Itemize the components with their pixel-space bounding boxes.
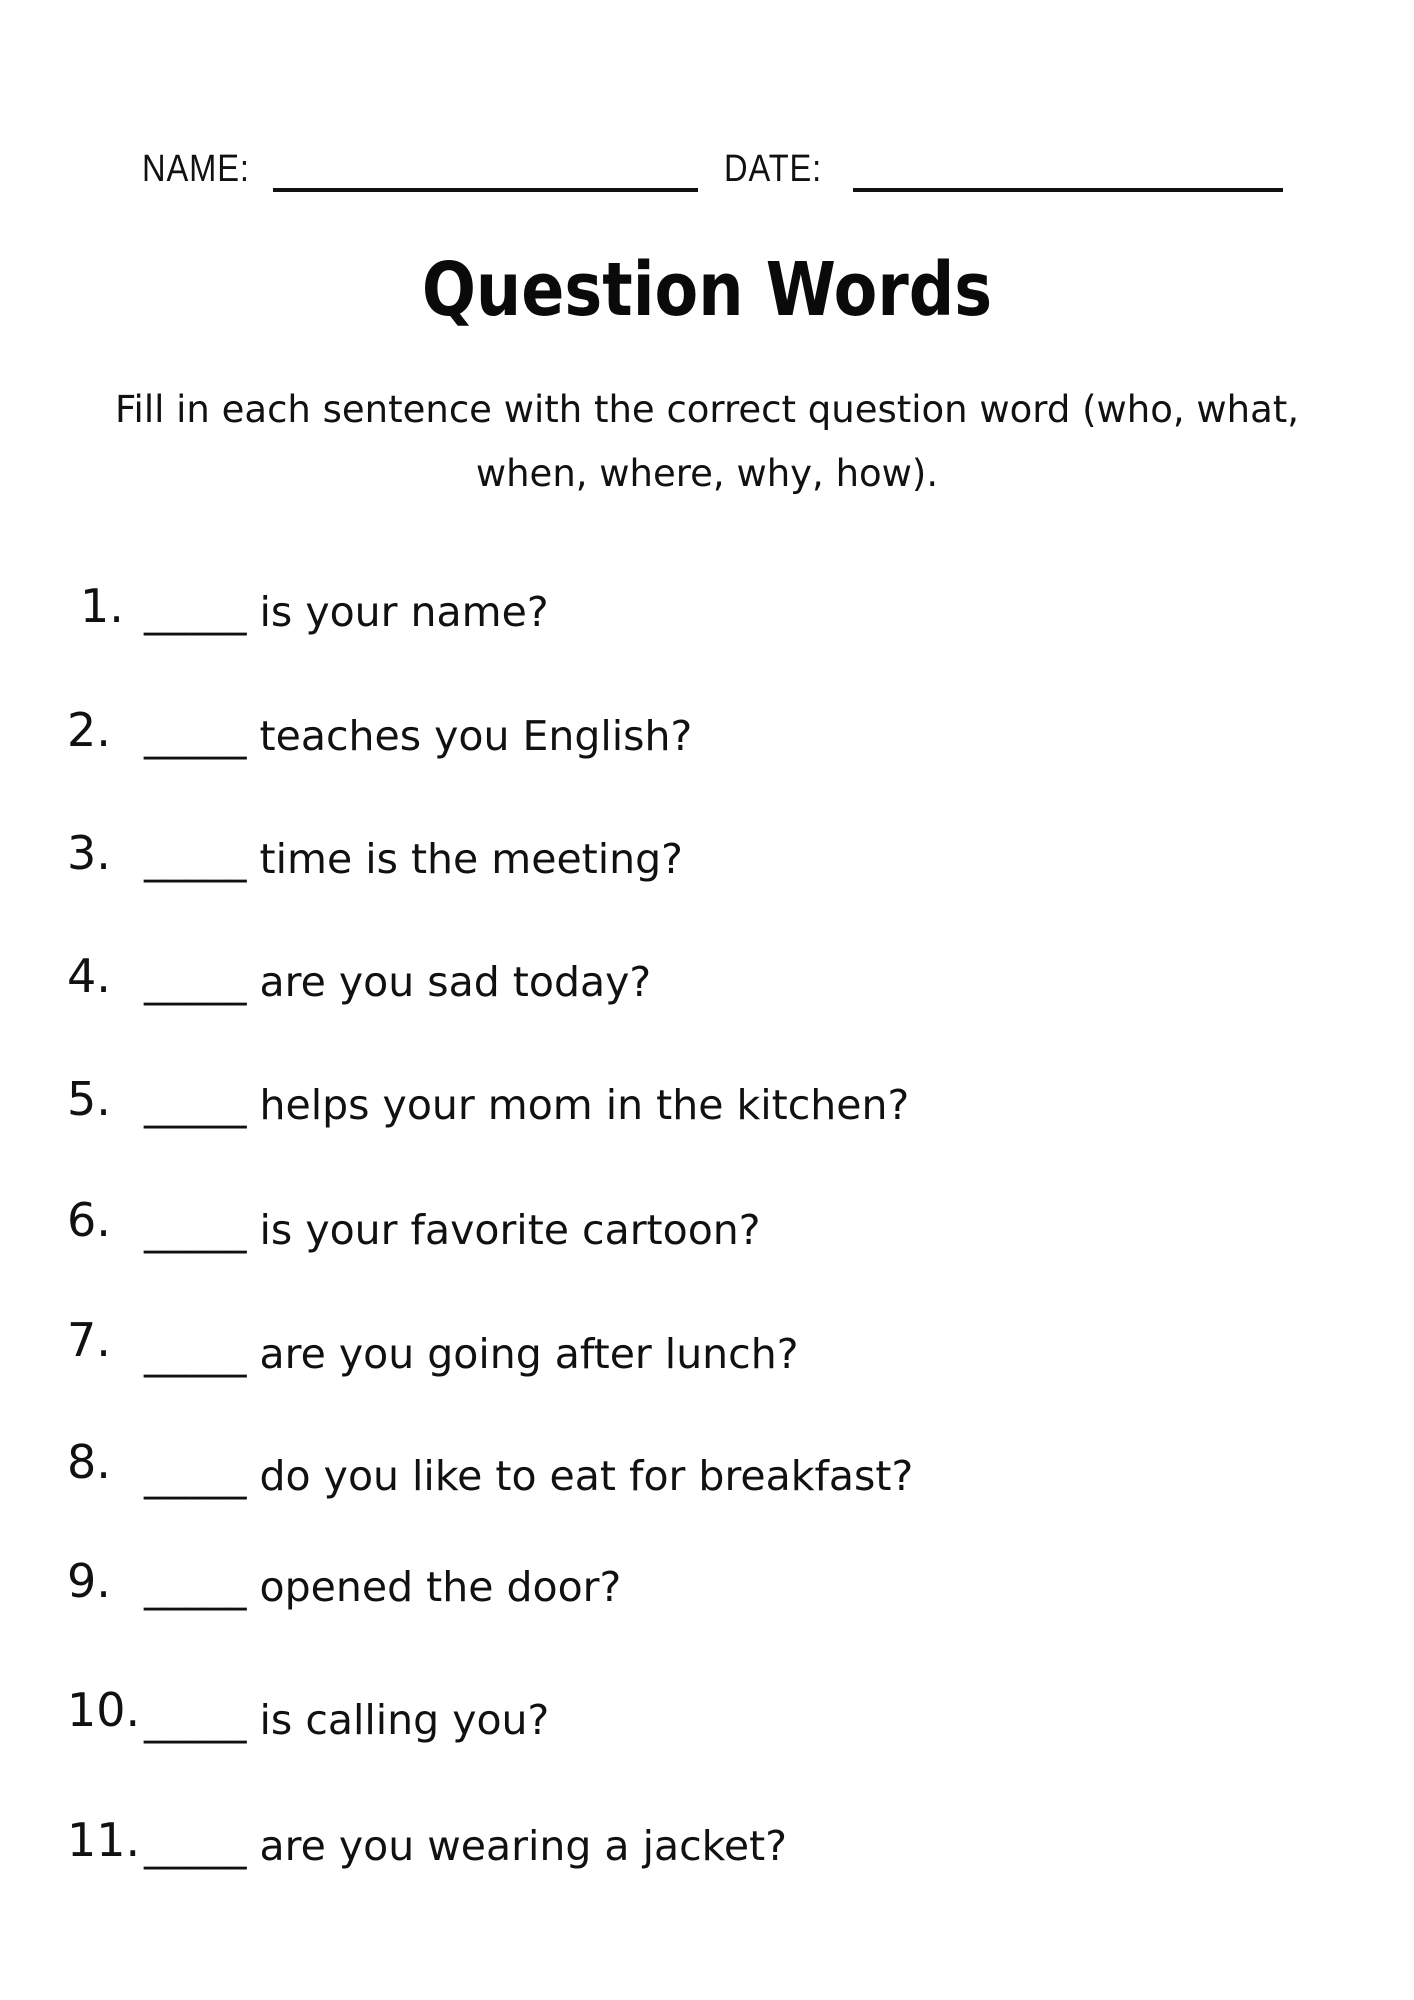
question-number: 3. [67,826,111,880]
question-item-4 [0,946,1414,1016]
page-title: Question Words [421,247,993,333]
question-number: 2. [67,703,111,757]
question-number: 5. [67,1072,111,1126]
question-text: _____ is calling you? [144,1696,550,1744]
question-text: _____ are you going after lunch? [144,1330,799,1378]
question-text: _____ opened the door? [144,1563,622,1611]
question-number: 4. [67,949,111,1003]
question-text: _____ are you sad today? [144,958,652,1006]
question-item-11 [0,1810,1414,1880]
question-item-6 [0,1190,1414,1260]
question-item-5 [0,1069,1414,1139]
question-number: 9. [67,1554,111,1608]
question-number: 6. [67,1193,111,1247]
name-label: NAME: [142,148,250,190]
question-text: _____ helps your mom in the kitchen? [144,1081,910,1129]
question-item-9 [0,1551,1414,1621]
question-item-3 [0,823,1414,893]
question-text: _____ is your favorite cartoon? [144,1206,761,1254]
instructions-line-1: Fill in each sentence with the correct question word (who, what, [114,388,1300,431]
question-item-2 [0,700,1414,770]
question-number: 7. [67,1313,111,1367]
question-item-7 [0,1310,1414,1380]
question-item-8 [0,1432,1414,1502]
question-text: _____ do you like to eat for breakfast? [144,1452,914,1500]
question-number: 1. [80,579,124,633]
date-label: DATE: [724,148,823,190]
question-text: _____ are you wearing a jacket? [144,1822,787,1870]
question-text: _____ is your name? [144,588,549,636]
question-item-10 [0,1680,1414,1750]
question-number: 11. [67,1813,141,1867]
question-text: _____ teaches you English? [144,712,693,760]
question-number: 8. [67,1435,111,1489]
question-number: 10. [67,1683,141,1737]
instructions-line-2: when, where, why, how). [475,452,939,495]
question-item-1 [0,576,1414,646]
question-text: _____ time is the meeting? [144,835,683,883]
